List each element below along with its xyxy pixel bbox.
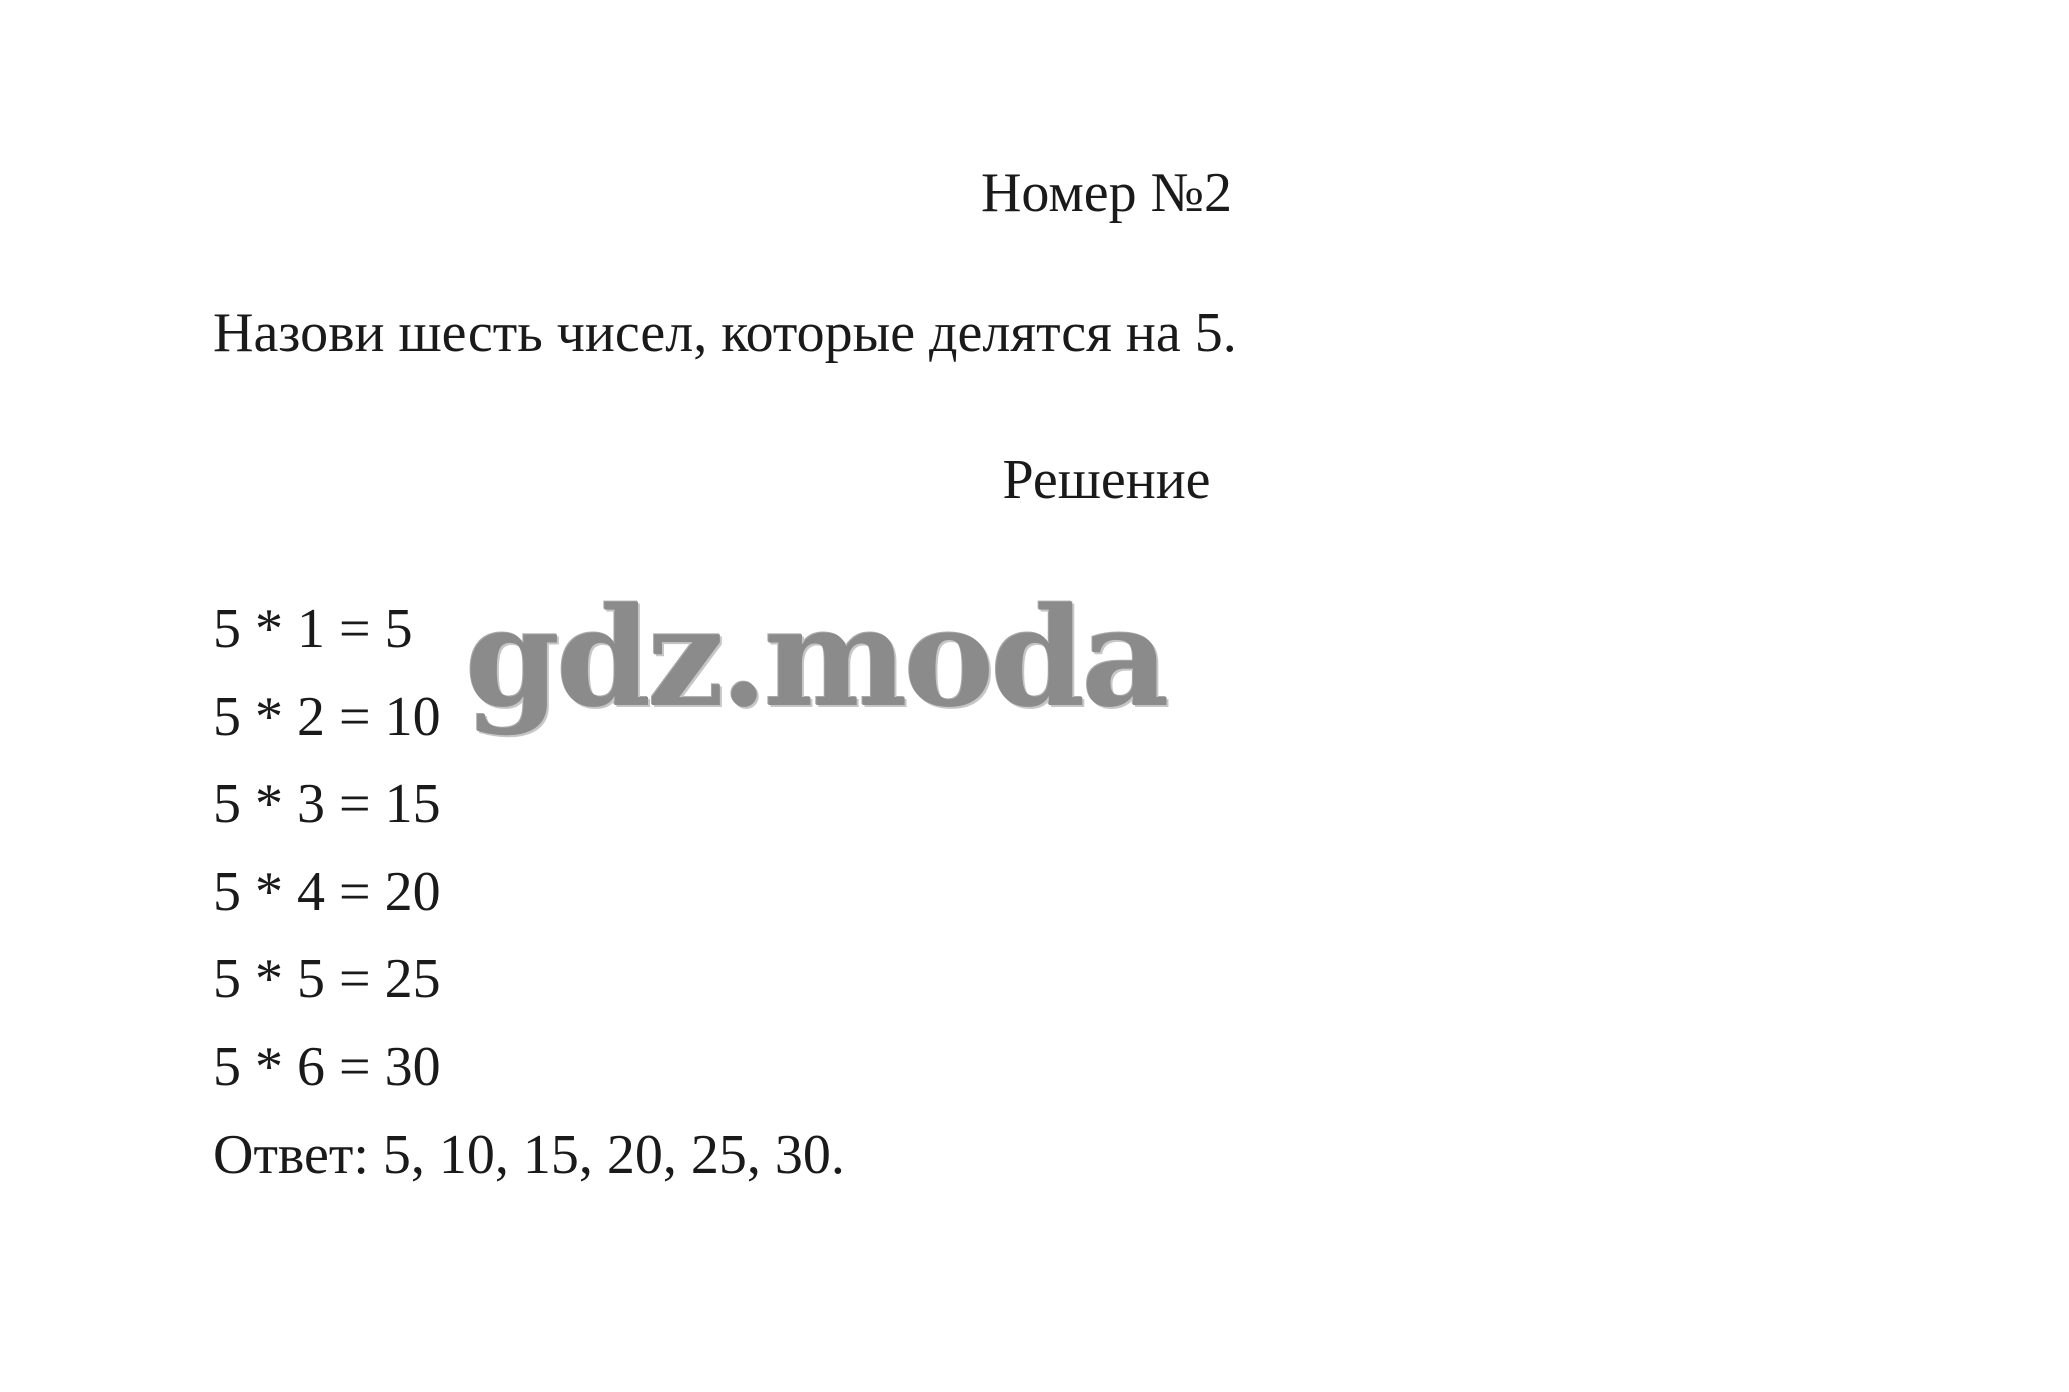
solution-line: 5 * 4 = 20 xyxy=(213,860,441,923)
solution-heading: Решение xyxy=(1002,449,1211,511)
solution-line: 5 * 5 = 25 xyxy=(213,948,441,1010)
watermark-logo: gdz.moda xyxy=(465,578,1166,738)
solution-line: 5 * 3 = 15 xyxy=(213,773,441,835)
task-text: Назови шесть чисел, которые делятся на 5. xyxy=(213,302,1237,364)
answer-text: Ответ: 5, 10, 15, 20, 25, 30. xyxy=(213,1124,845,1186)
solution-line: 5 * 2 = 10 xyxy=(213,685,441,748)
solution-line: 5 * 6 = 30 xyxy=(213,1035,441,1098)
solution-line: 5 * 1 = 5 xyxy=(213,598,413,660)
page-title: Номер №2 xyxy=(980,162,1233,224)
solution-lines xyxy=(213,596,441,1121)
